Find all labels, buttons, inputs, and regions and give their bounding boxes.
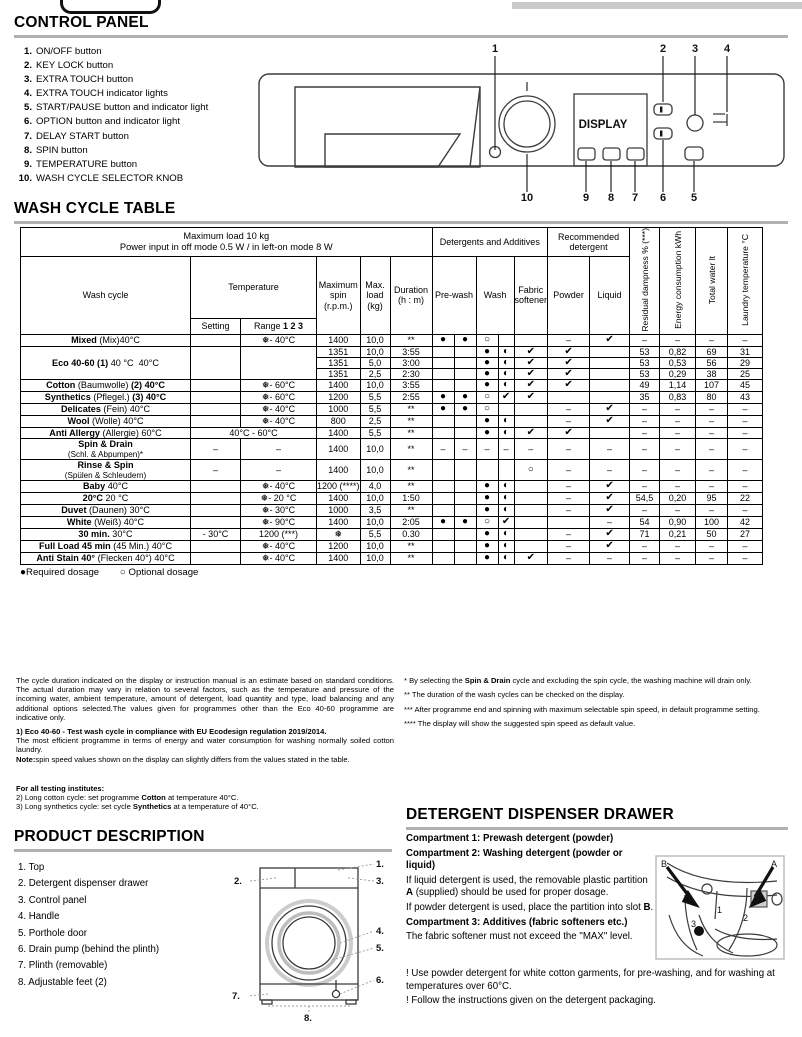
header-recommended: Recommended detergent	[548, 228, 630, 257]
table-row: Wool (Wolle) 40°C ❅- 40°C 800 2,5 ** ● ◐ – ✔ – – – –	[21, 415, 763, 427]
table-row: 1351 5,0 3:00 ● ◐ ✔ ✔ 53 0,53 56 29	[21, 357, 763, 368]
header-liquid: Liquid	[590, 257, 630, 335]
list-item: 6. OPTION button and indicator light	[23, 116, 180, 128]
liquid-detergent-note: If liquid detergent is used, the removable plastic partition A (supplied) should be used for proper dosage.	[406, 874, 648, 899]
header-max-load: Max. load (kg)	[360, 257, 390, 335]
table-row: Delicates (Fein) 40°C ❅- 40°C 1000 5,5 ** ● ● ○ – ✔ – – – –	[21, 403, 763, 415]
header-max-spin: Maximum spin (r.p.m.)	[317, 257, 361, 335]
list-item: 10. WASH CYCLE SELECTOR KNOB	[18, 172, 184, 184]
institutes-item-3: 3) Long synthetics cycle: set cycle Synthetics at a temperature of 40°C.	[16, 802, 259, 812]
table-row: Mixed (Mix)40°C ❅- 40°C 1400 10,0 ** ● ● ○ – ✔ – – – –	[21, 334, 763, 346]
table-row: 1351 2,5 2:30 ● ◐ ✔ ✔ 53 0,29 38 25	[21, 368, 763, 379]
compartment-1: Compartment 1: Prewash detergent (powder)	[406, 833, 614, 844]
wash-cycle-table-wrap	[20, 227, 763, 578]
note-duration: The cycle duration indicated on the display or instruction manual is an estimate based on standard conditions. The actual duration may vary in relation to several factors, such as the temperature and pressure of the incoming water, ambient temperature, amount of detergent, load quantity and type, load balancing and any additional options selected.The values given for programmes other than the Eco 40-60 programme are indicative only.	[16, 676, 394, 722]
header-residual: Residual dampness % (***)	[630, 228, 660, 335]
list-item: 2. Detergent dispenser drawer	[18, 878, 149, 890]
drawer-illustration	[655, 855, 785, 960]
sidebar-item-label: TEMPERATURE button	[36, 158, 138, 170]
sidebar-item-label: WASH CYCLE SELECTOR KNOB	[36, 172, 184, 184]
list-item: 5. Porthole door	[18, 927, 87, 939]
list-item: 4. EXTRA TOUCH indicator lights	[23, 88, 168, 100]
heading-rule	[14, 35, 788, 38]
display-label: DISPLAY	[578, 119, 628, 131]
callout-4: 4.	[376, 926, 384, 937]
washing-machine-diagram	[228, 848, 398, 1028]
sidebar-item-label: EXTRA TOUCH indicator lights	[36, 88, 168, 100]
powder-detergent-note: If powder detergent is used, place the partition into slot B.	[406, 901, 654, 913]
table-row: 30 min. 30°C - 30°C 1200 (***) ❅ 5,5 0.30 ● ◐ – ✔ 71 0,21 50 27	[21, 528, 763, 540]
footnote-star2: ** The duration of the wash cycles can be checked on the display.	[404, 690, 625, 700]
dosage-legend: ●Required dosage ○ Optional dosage	[20, 566, 199, 578]
heading-rule	[406, 827, 788, 830]
compartment-3: Compartment 3: Additives (fabric softeners etc.)	[406, 916, 628, 928]
table-row: Rinse & Spin (Spülen & Schleudern) – – 1400 10,0 ** ○ – – – – – –	[21, 459, 763, 480]
header-prewash: Pre-wash	[432, 257, 476, 335]
list-item: 8. SPIN button	[23, 144, 88, 156]
header-detergents: Detergents and Additives	[432, 228, 548, 257]
list-item: 5. START/PAUSE button and indicator light	[23, 102, 209, 114]
callout-7: 7	[631, 192, 639, 204]
footnote-star4: **** The display will show the suggested spin speed as default value.	[404, 719, 636, 729]
detergent-warnings	[406, 968, 788, 1010]
open-dot-icon: ○	[119, 566, 126, 578]
note-eco-title: 1) Eco 40-60 - Test wash cycle in compliance with EU Ecodesign regulation 2019/2014.	[16, 727, 327, 737]
header-grey-bar	[512, 2, 802, 9]
list-item: 3. Control panel	[18, 894, 87, 906]
filled-dot-icon: ●	[20, 566, 27, 578]
header-laundry-temp: Laundry temperature °C	[728, 228, 763, 335]
notes-right	[404, 676, 790, 734]
control-panel-diagram	[255, 42, 795, 202]
list-item: 1. Top	[18, 862, 45, 873]
fabric-softener-note: The fabric softener must not exceed the "MAX" level.	[406, 931, 633, 943]
label-1: 1	[717, 905, 723, 915]
callout-7: 7.	[232, 991, 240, 1002]
compartment-2: Compartment 2: Washing detergent (powder or liquid)	[406, 847, 623, 872]
list-item: 4. Handle	[18, 911, 60, 923]
list-item: 6. Drain pump (behind the plinth)	[18, 944, 160, 956]
callout-5: 5.	[376, 943, 384, 954]
wash-cycle-table	[20, 227, 763, 565]
list-item: 1. ON/OFF button	[23, 46, 102, 57]
footnote-star1: * By selecting the Spin & Drain cycle and excluding the spin cycle, the washing machine will drain only.	[404, 676, 752, 685]
detergent-drawer-section	[406, 806, 788, 830]
callout-10: 10	[520, 192, 534, 204]
header-energy: Energy consumption kWh	[660, 228, 696, 335]
sidebar-item-label: KEY LOCK button	[36, 60, 114, 72]
table-row: White (Weiß) 40°C ❅- 90°C 1400 10,0 2:05 ● ● ○ ✔ – 54 0,90 100 42	[21, 516, 763, 528]
institutes-title: For all testing institutes:	[16, 784, 105, 793]
control-panel-heading: CONTROL PANEL	[14, 14, 149, 31]
testing-institutes	[16, 784, 394, 812]
list-item: 7. DELAY START button	[23, 130, 129, 142]
institutes-item-2: 2) Long cotton cycle: set programme Cotton at temperature 40°C.	[16, 793, 239, 803]
logo-pill	[60, 0, 161, 14]
note-label: Note:	[16, 754, 36, 764]
header-setting: Setting	[191, 319, 241, 335]
header-temperature: Temperature	[191, 257, 317, 319]
footnote-star3: *** After programme end and spinning with maximum selectable spin speed, in default programme setting.	[404, 704, 760, 714]
heading-rule	[14, 221, 788, 224]
list-item: 7. Plinth (removable)	[18, 960, 108, 972]
list-item: 2. KEY LOCK button	[23, 60, 114, 72]
detergent-drawer-heading: DETERGENT DISPENSER DRAWER	[406, 806, 674, 823]
header-wash: Wash	[476, 257, 514, 335]
sidebar-item-label: OPTION button and indicator light	[36, 116, 180, 128]
product-description-list	[18, 860, 233, 991]
label-b: B	[661, 859, 668, 869]
header-fabric-softener: Fabric softener	[514, 257, 548, 335]
note-body: spin speed values shown on the display can slightly differs from the values stated in the table.	[35, 754, 350, 764]
control-panel-section	[14, 14, 788, 38]
callout-6: 6.	[376, 975, 384, 986]
detergent-drawer-text	[406, 833, 654, 946]
wash-cycle-heading: WASH CYCLE TABLE	[14, 200, 176, 217]
sidebar-item-label: SPIN button	[36, 144, 88, 156]
callout-1: 1.	[376, 859, 384, 870]
label-a: A	[771, 859, 778, 869]
sidebar-item-label: START/PAUSE button and indicator light	[36, 102, 209, 114]
header-water: Total water lt	[696, 228, 728, 335]
table-row: Synthetics (Pflegel.) (3) 40°C ❅- 60°C 1200 5,5 2:55 ● ● ○ ✔ ✔ 35 0,83 80 43	[21, 391, 763, 403]
notes-left	[16, 676, 394, 769]
header-duration: Duration (h : m)	[390, 257, 432, 335]
warning-1: ! Use powder detergent for white cotton garments, for pre-washing, and for washing at temperatures over 60°C.	[406, 968, 775, 992]
list-item: 3. EXTRA TOUCH button	[23, 74, 134, 86]
sidebar-item-label: DELAY START button	[36, 130, 129, 142]
header-wash-cycle: Wash cycle	[21, 257, 191, 335]
table-row: Duvet (Daunen) 30°C ❅- 30°C 1000 3,5 ** ● ◐ – ✔ – – – –	[21, 504, 763, 516]
callout-2: 2	[659, 43, 667, 55]
note-eco-body: The most efficient programme in terms of energy and water consumption for washing normally soiled cotton laundry.	[16, 736, 394, 755]
table-row: Anti Stain 40° (Flecken 40°) 40°C ❅- 40°C 1400 10,0 ** ● ◐ ✔ – – – – – –	[21, 552, 763, 564]
callout-2: 2.	[234, 876, 242, 887]
list-item: 8. Adjustable feet (2)	[18, 976, 107, 988]
callout-6: 6	[659, 192, 667, 204]
sidebar-item-label: ON/OFF button	[36, 46, 102, 57]
table-row: Full Load 45 min (45 Min.) 40°C ❅- 40°C 1200 10,0 ** ● ◐ – ✔ – – – –	[21, 540, 763, 552]
callout-8: 8	[607, 192, 615, 204]
callout-4: 4	[723, 43, 731, 55]
wash-cycle-section	[14, 200, 788, 224]
table-row: Eco 40-60 (1) 40 °C 40°C 1351 10,0 3:55 ● ◐ ✔ ✔ 53 0,82 69 31	[21, 346, 763, 357]
label-3: 3	[691, 919, 697, 929]
table-row: Baby 40°C ❅- 40°C 1200 (****) 4,0 ** ● ◐ – ✔ – – – –	[21, 480, 763, 492]
callout-3: 3	[691, 43, 699, 55]
product-description-heading: PRODUCT DESCRIPTION	[14, 828, 205, 845]
label-2: 2	[743, 913, 749, 923]
register-url	[170, 0, 305, 1]
callout-9: 9	[582, 192, 590, 204]
sidebar-item-label: EXTRA TOUCH button	[36, 74, 134, 86]
header-range: Range 1 2 3	[241, 319, 317, 335]
header-powder: Powder	[548, 257, 590, 335]
callout-3: 3.	[376, 876, 384, 887]
list-item: 9. TEMPERATURE button	[23, 158, 138, 170]
callout-8: 8.	[304, 1013, 312, 1024]
callout-1: 1	[491, 43, 499, 55]
table-row: Cotton (Baumwolle) (2) 40°C ❅- 60°C 1400 10,0 3:55 ● ◐ ✔ ✔ 49 1,14 107 45	[21, 379, 763, 391]
page-top-banner	[0, 0, 802, 10]
table-row: 20°C 20 °C ❅- 20 °C 1400 10,0 1:50 ● ◐ – ✔ 54,5 0,20 95 22	[21, 492, 763, 504]
table-row: Spin & Drain (Schl. & Abpumpen)* – – 1400 10,0 ** – – – – – – – – – – –	[21, 438, 763, 459]
callout-5: 5	[690, 192, 698, 204]
max-load-info: Maximum load 10 kg Power input in off mode 0.5 W / in left-on mode 8 W	[21, 228, 433, 257]
control-panel-list	[16, 45, 266, 186]
table-row: Anti Allergy (Allergie) 60°C 40°C - 60°C 1400 5,5 ** ● ◐ ✔ ✔ – – – –	[21, 427, 763, 438]
warning-2: ! Follow the instructions given on the detergent packaging.	[406, 995, 656, 1007]
